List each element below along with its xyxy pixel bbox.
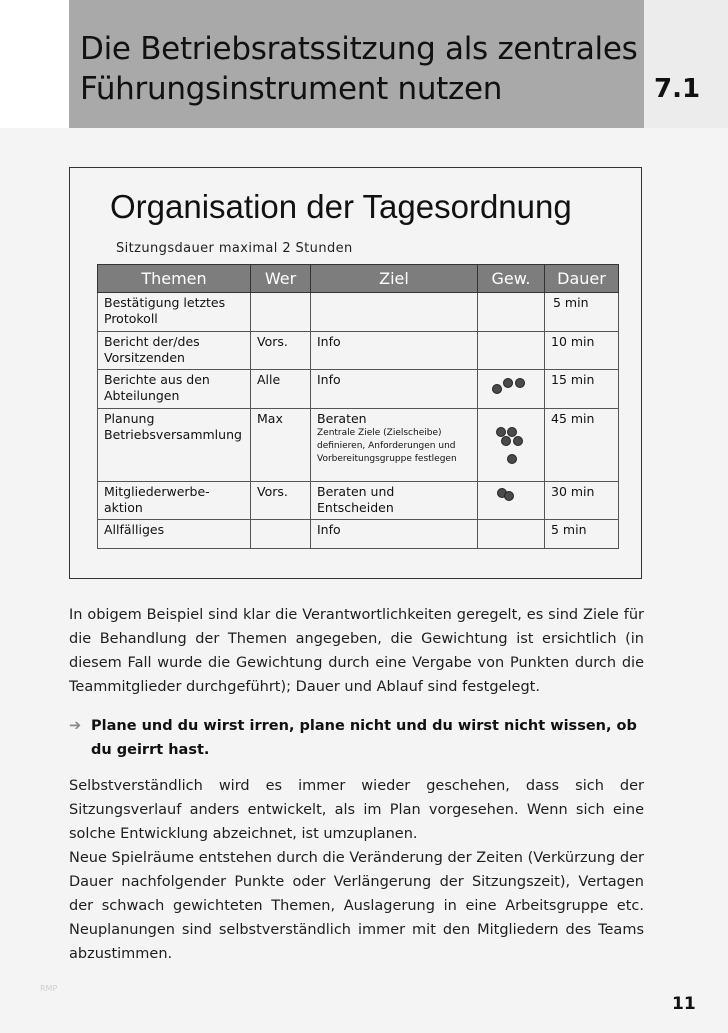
cell-dauer: 10 min	[545, 332, 619, 370]
cell-wer: Max	[251, 409, 311, 482]
cell-themen: Berichte aus den Abteilungen	[98, 370, 251, 409]
cell-gew	[478, 482, 545, 520]
column-header-themen: Themen	[98, 265, 251, 293]
table-row	[98, 370, 619, 409]
cell-themen: Allfälliges	[98, 520, 251, 549]
table-row	[98, 409, 619, 482]
cell-wer: Vors.	[251, 482, 311, 520]
weight-point	[501, 436, 511, 446]
column-header-ziel: Ziel	[311, 265, 478, 293]
cell-wer: Vors.	[251, 332, 311, 370]
table-row	[98, 482, 619, 520]
cell-themen: Planung Betriebsversammlung	[98, 409, 251, 482]
table-row	[98, 332, 619, 370]
weight-point	[515, 378, 525, 388]
arrow-right-icon: ➔	[69, 718, 82, 734]
cell-dauer: 5 min	[545, 520, 619, 549]
cell-ziel: Info	[311, 520, 478, 549]
cell-wer: Alle	[251, 370, 311, 409]
column-header-dauer: Dauer	[545, 265, 619, 293]
cell-dauer: 5 min	[545, 293, 619, 332]
cell-gew	[478, 332, 545, 370]
cell-ziel: Info	[311, 332, 478, 370]
page-title	[80, 29, 640, 109]
header-side-panel	[644, 0, 728, 128]
cell-themen: Bestätigung letztes Protokoll	[98, 293, 251, 332]
cell-ziel	[311, 409, 478, 482]
quote-text: Plane und du wirst irren, plane nicht und du wirst nicht wissen, ob du geirrt hast.	[91, 718, 637, 758]
agenda-table	[97, 264, 619, 549]
paragraph-replanning: Selbstverständlich wird es immer wieder geschehen, dass sich der Sitzungsverlauf anders entwickelt, als im Plan vorgesehen. Wenn sich eine solche Entwicklung abzeichnet, ist umzuplanen.	[69, 778, 644, 842]
figure-subtitle: Sitzungsdauer maximal 2 Stunden	[116, 241, 353, 256]
cell-ziel-main: Beraten	[317, 411, 367, 426]
cell-ziel-note: Zentrale Ziele (Zielscheibe) definieren, Anforderungen und Vorbereitungsgruppe festlegen	[317, 428, 457, 464]
chapter-number: 7.1	[654, 74, 701, 104]
figure-title: Organisation der Tagesordnung	[110, 188, 572, 225]
cell-ziel	[311, 293, 478, 332]
cell-gew	[478, 293, 545, 332]
weight-point	[507, 454, 517, 464]
cell-ziel: Info	[311, 370, 478, 409]
weight-point	[513, 436, 523, 446]
cell-themen: Bericht der/des Vorsitzenden	[98, 332, 251, 370]
cell-dauer: 15 min	[545, 370, 619, 409]
page-number: 11	[672, 994, 696, 1014]
page-title-line1: Die Betriebsratssitzung als zentrales	[80, 31, 638, 67]
column-header-gew: Gew.	[478, 265, 545, 293]
cell-wer	[251, 520, 311, 549]
cell-dauer: 30 min	[545, 482, 619, 520]
cell-ziel: Beraten und Entscheiden	[311, 482, 478, 520]
watermark: RMP	[40, 984, 58, 993]
page-title-line2: Führungsinstrument nutzen	[80, 71, 503, 107]
column-header-wer: Wer	[251, 265, 311, 293]
weight-point	[503, 378, 513, 388]
cell-themen: Mitgliederwerbe- aktion	[98, 482, 251, 520]
table-row	[98, 293, 619, 332]
cell-gew	[478, 370, 545, 409]
agenda-header-row	[98, 265, 619, 293]
cell-wer	[251, 293, 311, 332]
cell-gew	[478, 409, 545, 482]
figure-box	[69, 167, 642, 579]
table-row	[98, 520, 619, 549]
cell-gew	[478, 520, 545, 549]
cell-dauer: 45 min	[545, 409, 619, 482]
weight-point	[492, 384, 502, 394]
paragraph-new-options: Neue Spielräume entstehen durch die Veränderung der Zeiten (Verkürzung der Dauer nachfolgender Punkte oder Verlängerung der Sitzungszeit), Vertagen der schwach gewichteten Themen, Auslagerung in eine Arbeitsgruppe etc. Neuplanungen sind selbstverständlich immer mit den Mitgliedern des Teams abzustimmen.	[69, 850, 644, 962]
paragraph-intro: In obigem Beispiel sind klar die Verantwortlichkeiten geregelt, es sind Ziele für die Behandlung der Themen angegeben, die Gewichtung ist ersichtlich (in diesem Fall wurde die Gewichtung durch eine Vergabe von Punkten durch die Teammitglieder durchgeführt); Dauer und Ablauf sind festgelegt.	[69, 607, 644, 695]
quote-block	[69, 714, 644, 762]
weight-point	[504, 491, 514, 501]
